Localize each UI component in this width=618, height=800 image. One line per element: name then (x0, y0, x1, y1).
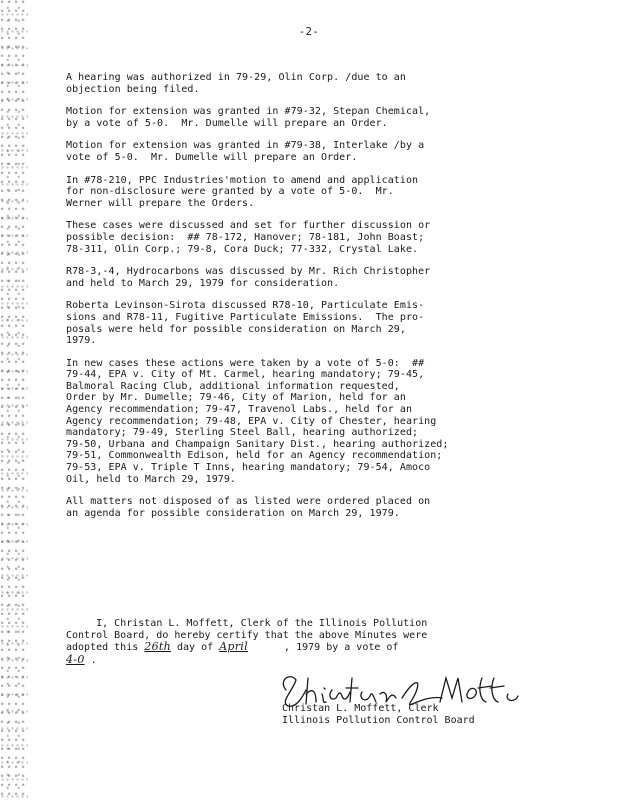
signer-name: Christan L. Moffett, Clerk (282, 703, 439, 714)
paragraph-all-matters: All matters not disposed of as listed were ordered placed on an agenda for possible consideration on March 29, 1979. (66, 496, 431, 519)
handwritten-vote: 4-0 (66, 652, 85, 666)
scan-edge-noise (0, 0, 28, 800)
paragraph-stepan-extension: Motion for extension was granted in #79-32, Stepan Chemical, by a vote of 5-0. Mr. Dumelle will prepare an Order. (66, 106, 431, 129)
cert-line-3-pre: adopted this (66, 642, 145, 654)
cert-vote-post: . (84, 654, 97, 666)
paragraph-hydrocarbons: R78-3,-4, Hydrocarbons was discussed by Mr. Rich Christopher and held to March 29, 1979 for consideration. (66, 266, 431, 289)
paragraph-ppc-motion: In #78-210, PPC Industries'motion to amend and application for non-disclosure were granted by a vote of 5-0. Mr. Werner will prepare the Orders. (66, 174, 419, 209)
clerk-certification (66, 618, 516, 666)
cert-line-2: Control Board, do hereby certify that the above Minutes were (66, 629, 428, 641)
paragraph-particulate: Roberta Levinson-Sirota discussed R78-10, Particulate Emis- sions and R78-11, Fugitive Particulate Emissions. The pro- posals were held for possible consideration on March 29, 1979. (66, 300, 425, 347)
paragraph-interlake-extension: Motion for extension was granted in #79-38, Interlake /by a vote of 5-0. Mr. Dumelle will prepare an Order. (66, 140, 425, 163)
paragraph-new-cases: In new cases these actions were taken by a vote of 5-0: ## 79-44, EPA v. City of Mt. Carmel, hearing mandatory; 79-45, Balmoral Racing Club, additional information requested, Order by Mr. Dumelle; 79-46, City of Marion, held for an Agency recommendation; 79-47, Travenol Labs., held for an Agency recommendation; 79-48, EPA v. City of Chester, hearing mandatory; 79-49, Sterling Steel Ball, hearing authorized; 79-50, Urbana and Champaign Sanitary Dist., hearing authorized; 79-51, Commonwealth Edison, held for an Agency recommendation; 79-53, EPA v. Triple T Inns, hearing mandatory; 79-54, Amoco Oil, held to March 29, 1979. (66, 357, 449, 485)
handwritten-month: April (219, 640, 248, 654)
handwritten-day: 26th (144, 640, 171, 654)
page-number: -2- (298, 26, 320, 38)
signer-organization: Illinois Pollution Control Board (282, 714, 475, 726)
signature-block (282, 703, 582, 726)
minutes-body (66, 72, 516, 530)
cert-line-3-post: , 1979 by a vote of (247, 642, 399, 654)
cert-line-3-mid: day of (170, 642, 220, 654)
paragraph-cases-discussed: These cases were discussed and set for further discussion or possible decision: ## 78-172, Hanover; 78-181, John Boast; 78-311, Olin Corp.; 79-8, Cora Duck; 77-332, Crystal Lake. (66, 220, 431, 255)
paragraph-olin-hearing: A hearing was authorized in 79-29, Olin Corp. /due to an objection being filed. (66, 72, 406, 95)
cert-line-1: I, Christan L. Moffett, Clerk of the Illinois Pollution (66, 618, 428, 629)
